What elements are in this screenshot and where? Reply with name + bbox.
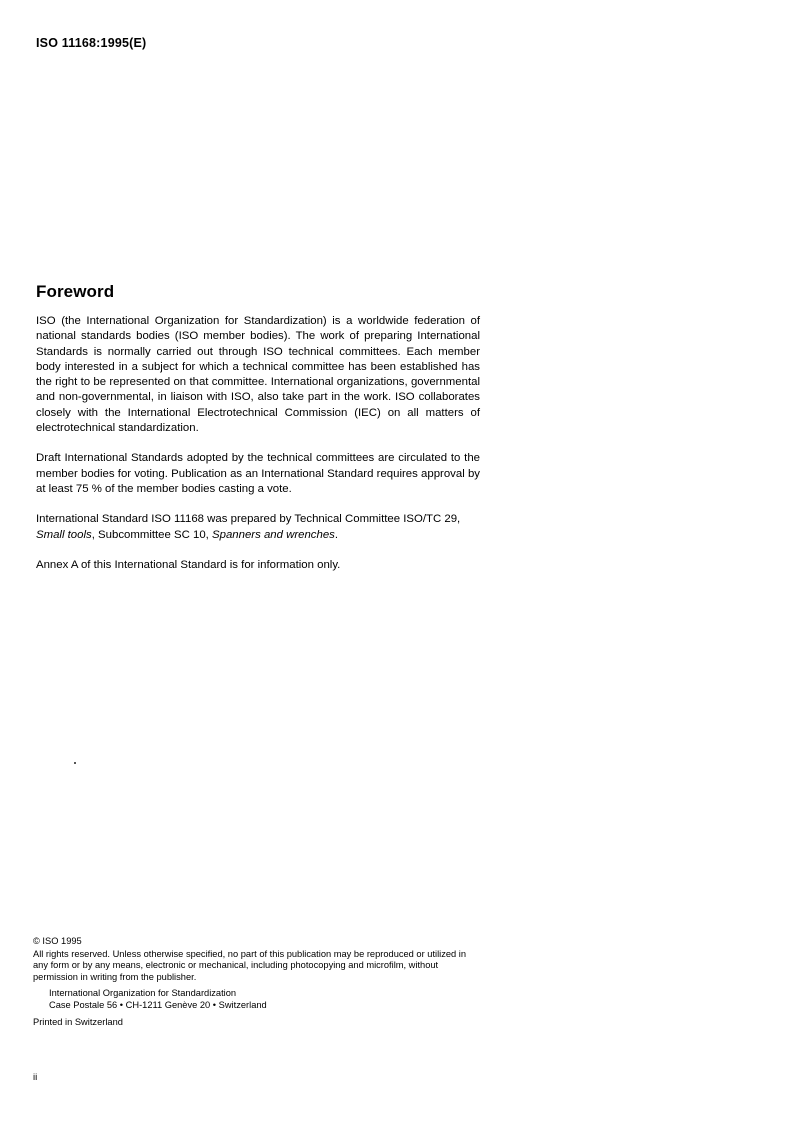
paragraph-annex-note: Annex A of this International Standard is for information only. — [36, 558, 341, 571]
committee-italic-spanners-and-wrenches: Spanners and wrenches — [212, 528, 335, 541]
printed-in-line: Printed in Switzerland — [33, 1016, 123, 1027]
foreword-body — [36, 314, 480, 573]
stray-mark — [74, 762, 76, 764]
publisher-address-line: Case Postale 56 • CH-1211 Genève 20 • Switzerland — [49, 999, 267, 1010]
rights-statement: All rights reserved. Unless otherwise specified, no part of this publication may be reproduced or utilized in any form or by any means, electronic or mechanical, including photocopying and microfilm, without permission in writing from the publisher. — [33, 948, 467, 982]
committee-text-trailing: . — [334, 528, 339, 541]
copyright-line: © ISO 1995 — [33, 936, 82, 946]
page-footer — [33, 936, 483, 1028]
committee-italic-small-tools: Small tools — [36, 528, 92, 541]
committee-text-between: , Subcommittee SC 10, — [91, 528, 213, 541]
publisher-name: International Organization for Standardization — [49, 988, 237, 999]
page-number: ii — [33, 1072, 38, 1083]
paragraph-committee — [36, 512, 480, 543]
page-title: Foreword — [36, 282, 115, 302]
document-standard-reference: ISO 11168:1995(E) — [36, 36, 147, 50]
paragraph-draft-standards: Draft International Standards adopted by the technical committees are circulated to the member bodies for voting. Publication as an International Standard requires approval by at least 75 % of the member bodies casting a vote. — [36, 452, 480, 495]
publisher-address — [33, 988, 483, 1011]
committee-text-lead: International Standard ISO 11168 was prepared by Technical Committee ISO/TC 29, — [36, 513, 461, 526]
paragraph-iso-description: ISO (the International Organization for Standardization) is a worldwide federation of national standards bodies (ISO member bodies). The work of preparing International Standards is normally carried out through ISO technical committees. Each member body interested in a subject for which a technical committee has been established has the right to be represented on that committee. International organizations, governmental and non-governmental, in liaison with ISO, also take part in the work. ISO collaborates closely with the International Electrotechnical Commission (IEC) on all matters of electrotechnical standardization. — [36, 315, 480, 435]
